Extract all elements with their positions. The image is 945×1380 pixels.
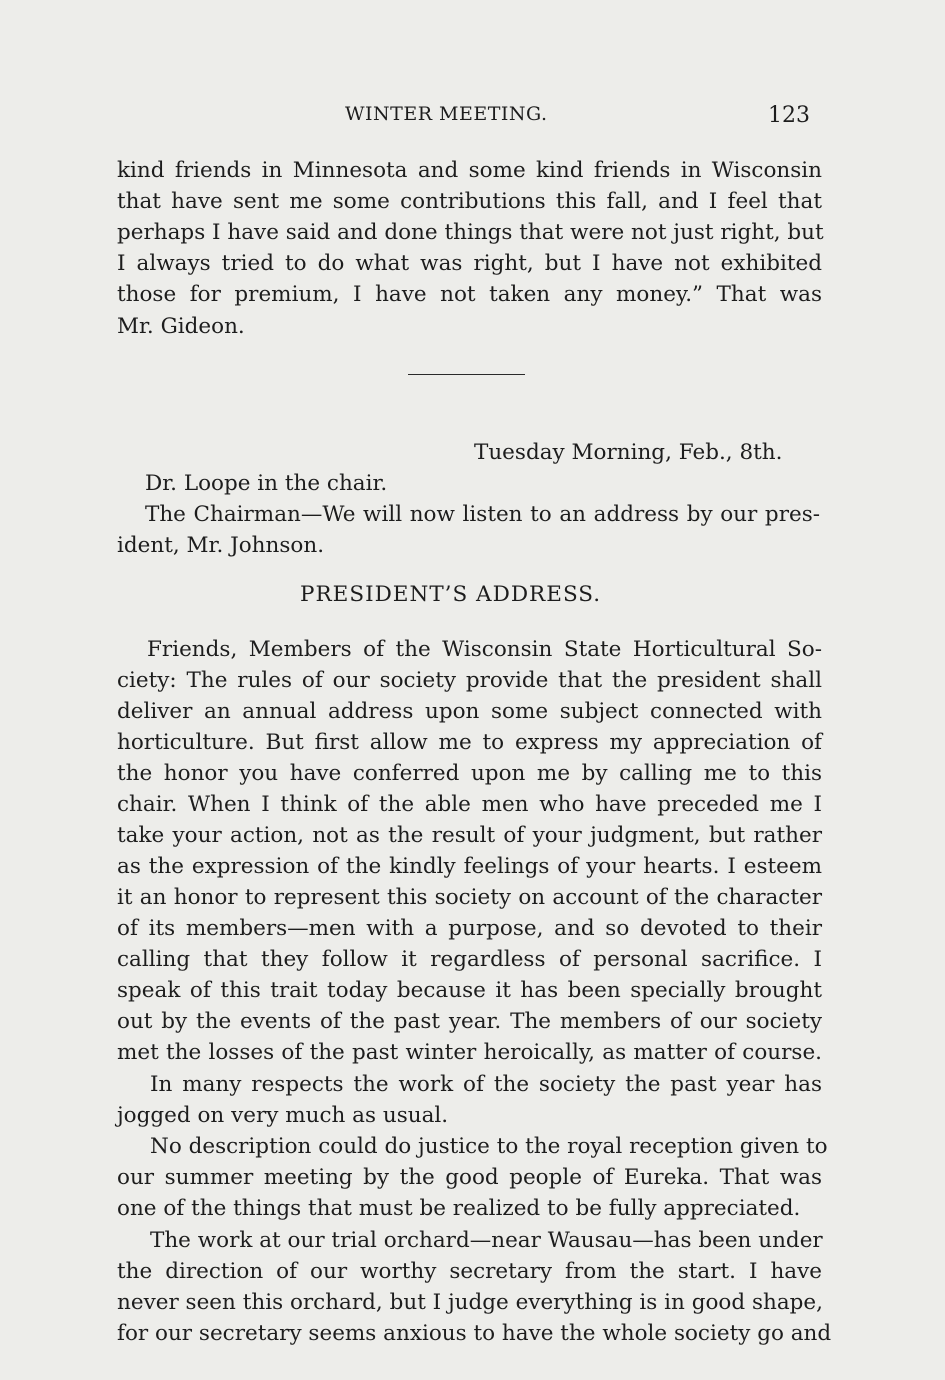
text-line: The Chairman—We will now listen to an address by our pres- (145, 502, 820, 527)
section-divider (408, 374, 525, 375)
running-head (0, 103, 945, 133)
text-line: deliver an annual address upon some subject connected with (117, 699, 822, 724)
page-number: 123 (768, 103, 810, 128)
text-line: never seen this orchard, but I judge everything is in good shape, (117, 1290, 823, 1315)
text-line: kind friends in Minnesota and some kind friends in Wisconsin (117, 158, 822, 183)
running-title: WINTER MEETING. (345, 103, 548, 125)
text-line: one of the things that must be realized to be fully appreciated. (117, 1196, 801, 1221)
text-line: Dr. Loope in the chair. (145, 471, 388, 496)
text-line: No description could do justice to the royal reception given to (150, 1134, 828, 1159)
text-line: the honor you have conferred upon me by calling me to this (117, 761, 822, 786)
text-line: speak of this trait today because it has been specially brought (117, 978, 822, 1003)
text-line: it an honor to represent this society on account of the character (117, 885, 822, 910)
text-line: horticulture. But first allow me to express my appreciation of (117, 730, 822, 755)
text-line: jogged on very much as usual. (117, 1103, 449, 1128)
text-line: ident, Mr. Johnson. (117, 533, 325, 558)
text-line: I always tried to do what was right, but I have not exhibited (117, 251, 822, 276)
text-line: for our secretary seems anxious to have the whole society go and (117, 1321, 832, 1346)
text-line: calling that they follow it regardless of personal sacrifice. I (117, 947, 822, 972)
session-dateline: Tuesday Morning, Feb., 8th. (474, 440, 783, 465)
text-line: In many respects the work of the society the past year has (150, 1072, 822, 1097)
text-line: those for premium, I have not taken any money.” That was (117, 282, 822, 307)
text-line: Mr. Gideon. (117, 314, 245, 339)
text-line: our summer meeting by the good people of Eureka. That was (117, 1165, 822, 1190)
text-line: Friends, Members of the Wisconsin State Horticultural So- (147, 637, 822, 662)
text-line: met the losses of the past winter heroically, as matter of course. (117, 1040, 822, 1065)
text-line: take your action, not as the result of your judgment, but rather (117, 823, 822, 848)
text-line: as the expression of the kindly feelings of your hearts. I esteem (117, 854, 822, 879)
text-line: out by the events of the past year. The members of our society (117, 1009, 822, 1034)
text-line: that have sent me some contributions this fall, and I feel that (117, 189, 822, 214)
text-line: chair. When I think of the able men who have preceded me I (117, 792, 822, 817)
text-line: The work at our trial orchard—near Wausau—has been under (150, 1228, 823, 1253)
text-line: ciety: The rules of our society provide that the president shall (117, 668, 822, 693)
text-line: of its members—men with a purpose, and so devoted to their (117, 916, 822, 941)
text-line: the direction of our worthy secretary from the start. I have (117, 1259, 822, 1284)
address-heading: PRESIDENT’S ADDRESS. (300, 582, 602, 607)
text-line: perhaps I have said and done things that were not just right, but (117, 220, 824, 245)
